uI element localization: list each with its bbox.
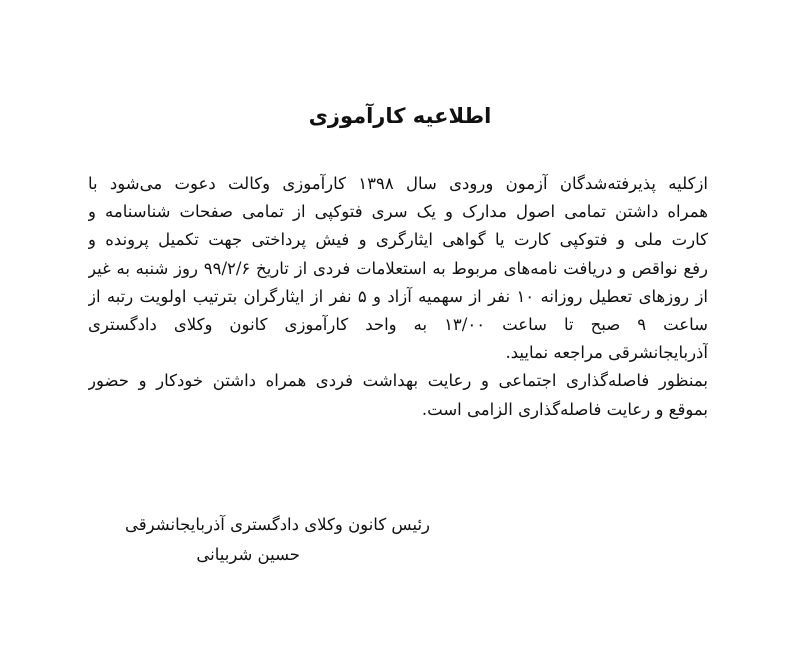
body-line: ساعت ۹ صبح تا ساعت ۱۳/۰۰ به واحد کارآموزی کانون وکلای دادگستری (88, 315, 708, 335)
body-line: آذربایجانشرقی مراجعه نمایید. (505, 343, 708, 363)
body-line: همراه داشتن تمامی اصول مدارک و یک سری فتوکپی از تمامی صفحات شناسنامه و (88, 202, 708, 222)
body-line: بموقع و رعایت فاصله‌گذاری الزامی است. (421, 399, 708, 419)
announcement-title: اطلاعیه کارآموزی (308, 104, 492, 128)
signature-name: حسین شربیانی (196, 545, 300, 564)
body-line: کارت ملی و فتوکپی کارت یا گواهی ایثارگری و فیش پرداختی جهت تکمیل پرونده و (88, 230, 708, 250)
body-line: از روزهای تعطیل روزانه ۱۰ نفر از سهمیه آزاد و ۵ نفر از ایثارگران بترتیب اولویت رتبه از (88, 286, 708, 306)
body-line: ازکلیه پذیرفته‌شدگان آزمون ورودی سال ۱۳۹۸ کارآموزی وکالت دعوت می‌شود با (88, 174, 708, 193)
announcement-body (88, 170, 708, 424)
body-line: رفع نواقص و دریافت نامه‌های مربوط به استعلامات فردی از تاریخ ۹۹/۲/۶ روز شنبه به غیر (88, 258, 708, 278)
signature-organization: رئیس کانون وکلای دادگستری آذربایجانشرقی (125, 515, 430, 534)
signature-block (100, 510, 430, 570)
body-line: بمنظور فاصله‌گذاری اجتماعی و رعایت بهداشت فردی همراه داشتن خودکار و حضور (88, 371, 708, 391)
